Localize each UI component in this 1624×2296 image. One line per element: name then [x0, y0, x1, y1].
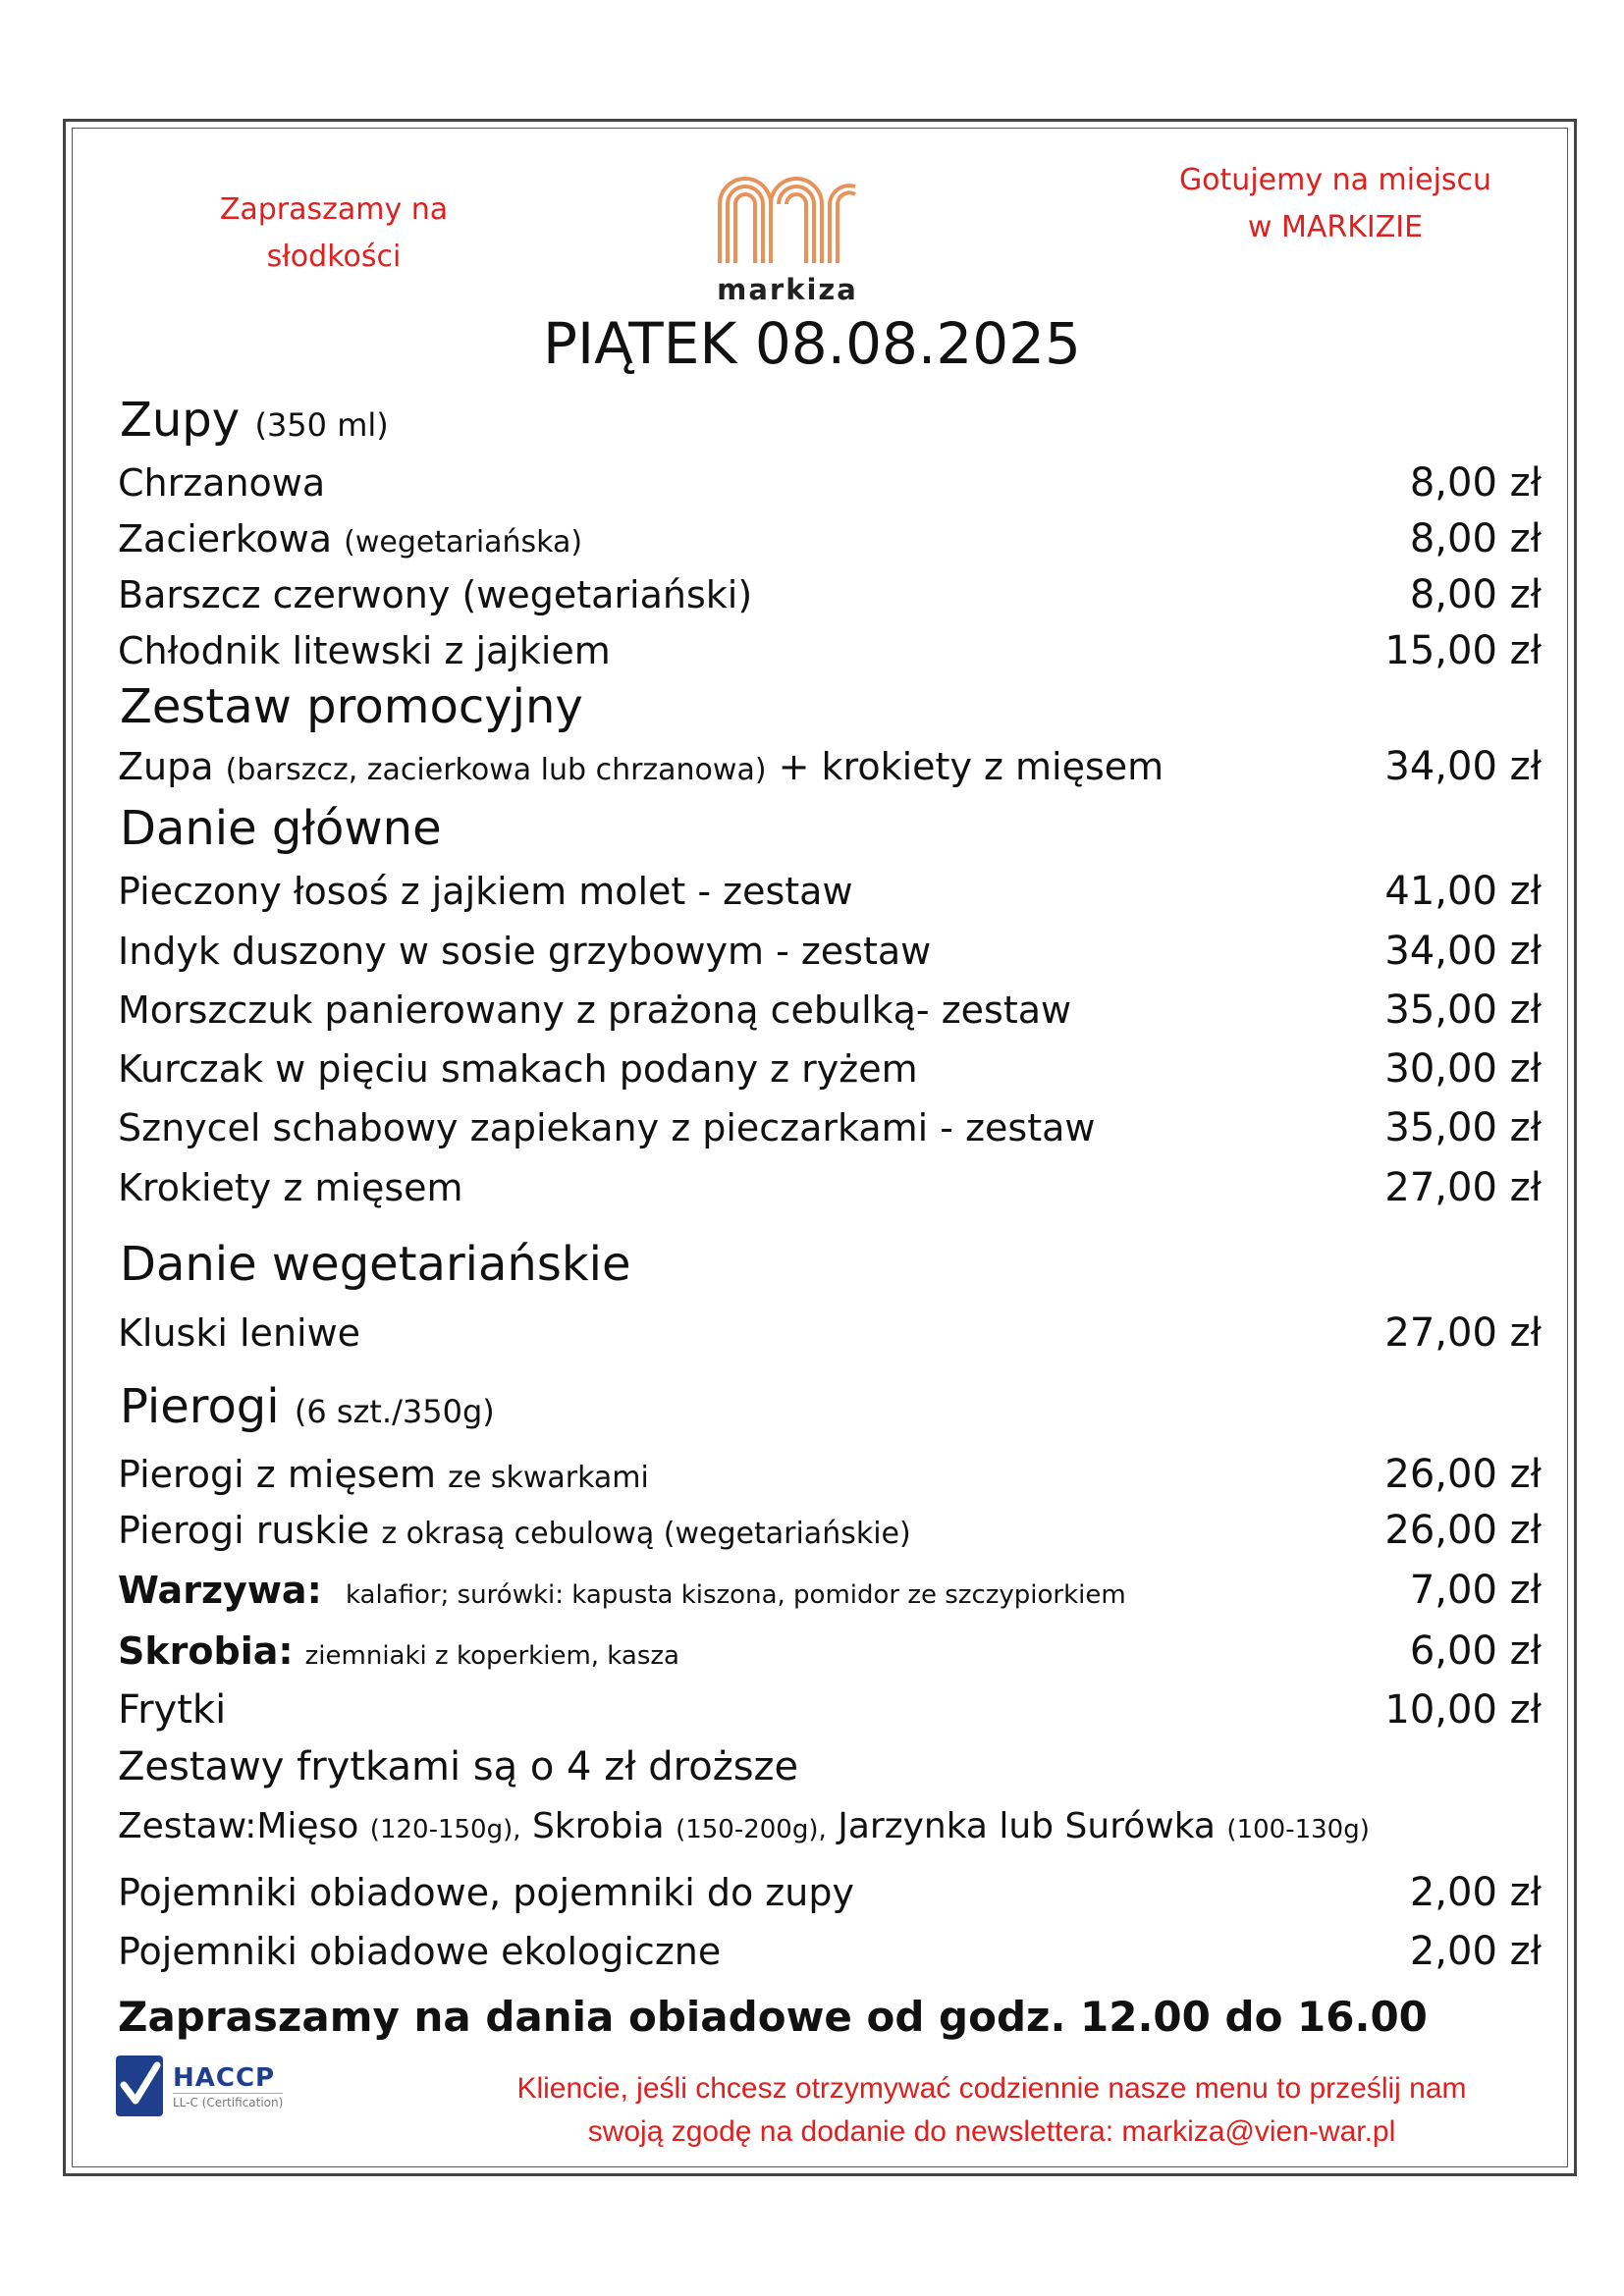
- section-zupy-title: Zupy: [120, 393, 241, 448]
- cooking-note: [1139, 157, 1532, 251]
- item-price: 34,00 zł: [1384, 929, 1542, 974]
- item-name: Frytki: [118, 1687, 227, 1733]
- item-price: 26,00 zł: [1384, 1452, 1542, 1497]
- menu-row-warzywa: [118, 1563, 1542, 1618]
- item-price: 8,00 zł: [1409, 460, 1542, 506]
- markiza-logo: [714, 165, 861, 306]
- item-price: 34,00 zł: [1384, 744, 1542, 789]
- item-price: 27,00 zł: [1384, 1165, 1542, 1210]
- section-promo: Zestaw promocyjny: [120, 679, 583, 734]
- item-price: 27,00 zł: [1384, 1310, 1542, 1356]
- item-name: Chrzanowa: [118, 461, 326, 505]
- menu-row: [118, 924, 1542, 979]
- section-zupy-note: (350 ml): [254, 406, 389, 444]
- item-note: z okrasą cebulową (wegetariańskie): [381, 1517, 911, 1551]
- section-pierogi-title: Pierogi: [120, 1379, 280, 1434]
- item-name: Krokiety z mięsem: [118, 1166, 463, 1209]
- menu-row: [118, 1041, 1542, 1096]
- section-zupy: [120, 393, 389, 448]
- item-name: Pieczony łosoś z jajkiem molet - zestaw: [118, 870, 853, 913]
- item-price: 7,00 zł: [1409, 1568, 1542, 1613]
- item-name: Barszcz czerwony (wegetariański): [118, 573, 753, 616]
- item-name: Pojemniki obiadowe, pojemniki do zupy: [118, 1871, 854, 1914]
- item-note: (barszcz, zacierkowa lub chrzanowa): [225, 753, 767, 787]
- item-price: 41,00 zł: [1384, 869, 1542, 914]
- item-price: 26,00 zł: [1384, 1508, 1542, 1553]
- haccp-badge: [116, 2056, 283, 2116]
- item-name: Zacierkowa (wegetariańska): [118, 517, 583, 561]
- zestaw-info: Zestaw:Mięso (120-150g), Skrobia (150-200g), Jarzynka lub Surówka (100-130g): [118, 1805, 1370, 1846]
- item-price: 2,00 zł: [1409, 1929, 1542, 1974]
- newsletter-line1: Kliencie, jeśli chcesz otrzymywać codziennie nasze menu to prześlij nam: [516, 2072, 1467, 2105]
- menu-row: [118, 983, 1542, 1038]
- item-name: Pojemniki obiadowe ekologiczne: [118, 1930, 722, 1973]
- item-name: Pierogi z mięsem ze skwarkami: [118, 1453, 649, 1496]
- haccp-title: HACCP: [173, 2062, 276, 2093]
- frytki-info: Zestawy frytkami są o 4 zł droższe: [118, 1744, 799, 1789]
- item-note: (wegetariańska): [344, 525, 583, 560]
- section-pierogi-note: (6 szt./350g): [294, 1393, 495, 1430]
- item-name: Kluski leniwe: [118, 1311, 361, 1355]
- menu-row: [118, 567, 1542, 622]
- sweets-note-line1: Zapraszamy na: [219, 192, 449, 227]
- item-name: Sznycel schabowy zapiekany z pieczarkami - zestaw: [118, 1106, 1096, 1149]
- menu-row: [118, 739, 1542, 794]
- menu-row: [118, 623, 1542, 678]
- menu-row: [118, 1160, 1542, 1215]
- menu-row-skrobia: [118, 1624, 1542, 1679]
- menu-row-frytki: [118, 1682, 1542, 1737]
- item-name: Indyk duszony w sosie grzybowym - zestaw: [118, 930, 932, 973]
- item-note: ziemniaki z koperkiem, kasza: [304, 1641, 679, 1671]
- menu-row: [118, 511, 1542, 566]
- section-vege: Danie wegetariańskie: [120, 1237, 631, 1292]
- menu-row: [118, 1100, 1542, 1155]
- cooking-note-line2: w MARKIZIE: [1247, 210, 1424, 244]
- newsletter-line2: swoją zgodę na dodanie do newslettera: markiza@vien-war.pl: [587, 2115, 1396, 2148]
- logo-text: markiza: [717, 273, 858, 306]
- newsletter-note: [432, 2067, 1551, 2154]
- item-price: 35,00 zł: [1384, 1105, 1542, 1150]
- section-main: Danie główne: [120, 801, 442, 856]
- sweets-note-line2: słodkości: [266, 240, 402, 274]
- menu-row: [118, 1447, 1542, 1502]
- item-price: 8,00 zł: [1409, 572, 1542, 617]
- item-name: Warzywa: kalafior; surówki: kapusta kiszona, pomidor ze szczypiorkiem: [118, 1569, 1126, 1612]
- item-note: kalafior; surówki: kapusta kiszona, pomidor ze szczypiorkiem: [345, 1580, 1126, 1610]
- menu-row: [118, 1924, 1542, 1979]
- item-name: Skrobia: ziemniaki z koperkiem, kasza: [118, 1629, 679, 1673]
- opening-hours: Zapraszamy na dania obiadowe od godz. 12.00 do 16.00: [118, 1993, 1428, 2041]
- item-price: 30,00 zł: [1384, 1046, 1542, 1092]
- item-price: 35,00 zł: [1384, 988, 1542, 1033]
- menu-row: [118, 1503, 1542, 1558]
- item-name: Pierogi ruskie z okrasą cebulową (wegetariańskie): [118, 1509, 911, 1552]
- section-pierogi: [120, 1379, 495, 1434]
- day-title: PIĄTEK 08.08.2025: [543, 310, 1081, 377]
- sweets-note: [187, 187, 481, 281]
- item-price: 15,00 zł: [1384, 628, 1542, 673]
- menu-row: [118, 1865, 1542, 1920]
- item-price: 2,00 zł: [1409, 1870, 1542, 1915]
- item-price: 10,00 zł: [1384, 1687, 1542, 1733]
- item-name: Zupa (barszcz, zacierkowa lub chrzanowa) + krokiety z mięsem: [118, 745, 1164, 788]
- menu-row: [118, 1306, 1542, 1361]
- item-name: Kurczak w pięciu smakach podany z ryżem: [118, 1047, 918, 1091]
- haccp-check-icon: [116, 2056, 163, 2116]
- item-name: Morszczuk panierowany z prażoną cebulką- zestaw: [118, 988, 1072, 1032]
- markiza-logo-icon: [714, 165, 861, 267]
- menu-row: [118, 864, 1542, 919]
- cooking-note-line1: Gotujemy na miejscu: [1178, 163, 1492, 197]
- item-price: 8,00 zł: [1409, 516, 1542, 561]
- haccp-subtitle: LL-C (Certification): [173, 2093, 283, 2109]
- item-price: 6,00 zł: [1409, 1629, 1542, 1674]
- item-name: Chłodnik litewski z jajkiem: [118, 629, 611, 672]
- menu-row: [118, 455, 1542, 510]
- item-note: ze skwarkami: [448, 1461, 649, 1495]
